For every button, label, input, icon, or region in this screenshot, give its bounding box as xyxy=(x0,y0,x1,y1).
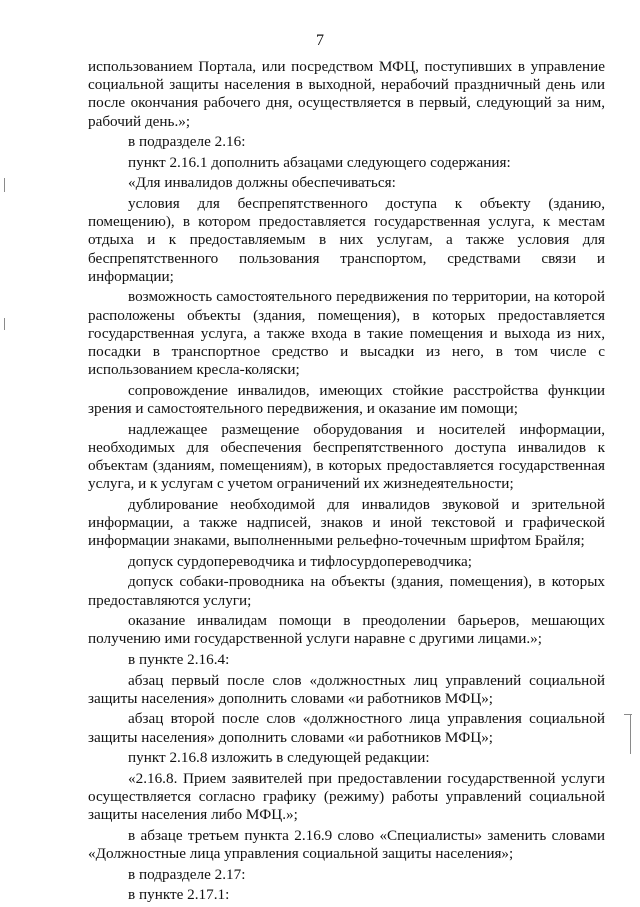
paragraph: «2.16.8. Прием заявителей при предоставлении государственной услуги осуществляется согласно графику (режиму) работы управлений социальной защиты населения либо МФЦ.»; xyxy=(88,769,605,824)
paragraph: пункт 2.16.8 изложить в следующей редакции: xyxy=(128,749,430,767)
paragraph: сопровождение инвалидов, имеющих стойкие расстройства функции зрения и самостоятельного передвижения, и оказание им помощи; xyxy=(88,381,605,417)
paragraph: абзац первый после слов «должностных лиц управлений социальной защиты населения» дополнить словами «и работников МФЦ»; xyxy=(88,671,605,707)
paragraph: допуск сурдопереводчика и тифлосурдопереводчика; xyxy=(128,552,472,570)
scan-margin-mark xyxy=(4,178,5,192)
scan-margin-mark xyxy=(4,318,5,330)
scan-margin-mark xyxy=(624,714,632,715)
scan-margin-mark xyxy=(630,714,631,754)
paragraph: в абзаце третьем пункта 2.16.9 слово «Специалисты» заменить словами «Должностные лица управления социальной защиты населения»; xyxy=(88,826,605,862)
paragraph: возможность самостоятельного передвижения по территории, на которой расположены объекты (здания, помещения), в которых предоставляется государственная услуга, а также входа в такие помещения и выхода из них, посадки в транспортное средство и высадки из него, в том числе с использованием кресла-коляски; xyxy=(88,288,605,379)
paragraph: в пункте 2.17.1: xyxy=(128,886,230,904)
paragraph: в подразделе 2.16: xyxy=(128,133,246,151)
paragraph: условия для беспрепятственного доступа к объекту (зданию, помещению), в котором предоставляется государственная услуга, к местам отдыха и к предоставляемым в них услугам, а также условия для беспрепятственного пользования транспортом, средствами связи и информации; xyxy=(88,194,605,285)
paragraph: оказание инвалидам помощи в преодолении барьеров, мешающих получению ими государственной услуги наравне с другими лицами.»; xyxy=(88,612,605,648)
paragraph: надлежащее размещение оборудования и носителей информации, необходимых для обеспечения беспрепятственного доступа инвалидов к объектам (зданиям, помещениям), в которых предоставляется государственная услуга, и к услугам с учетом ограничений их жизнедеятельности; xyxy=(88,420,605,493)
paragraph: в подразделе 2.17: xyxy=(128,865,246,883)
page-number: 7 xyxy=(316,32,324,49)
paragraph: использованием Портала, или посредством МФЦ, поступивших в управление социальной защиты населения в выходной, нерабочий праздничный день или после окончания рабочего дня, осуществляется в первый, следующий за ним, рабочий день.»; xyxy=(88,58,605,130)
paragraph: дублирование необходимой для инвалидов звуковой и зрительной информации, а также надписей, знаков и иной текстовой и графической информации знаками, выполненными рельефно-точечным шрифтом Брайля; xyxy=(88,495,605,550)
paragraph: допуск собаки-проводника на объекты (здания, помещения), в которых предоставляются услуги; xyxy=(88,573,605,609)
document-body xyxy=(88,58,605,907)
paragraph: «Для инвалидов должны обеспечиваться: xyxy=(128,174,396,192)
paragraph: пункт 2.16.1 дополнить абзацами следующего содержания: xyxy=(128,153,511,171)
paragraph: абзац второй после слов «должностного лица управления социальной защиты населения» дополнить словами «и работников МФЦ»; xyxy=(88,710,605,746)
paragraph: в пункте 2.16.4: xyxy=(128,650,230,668)
